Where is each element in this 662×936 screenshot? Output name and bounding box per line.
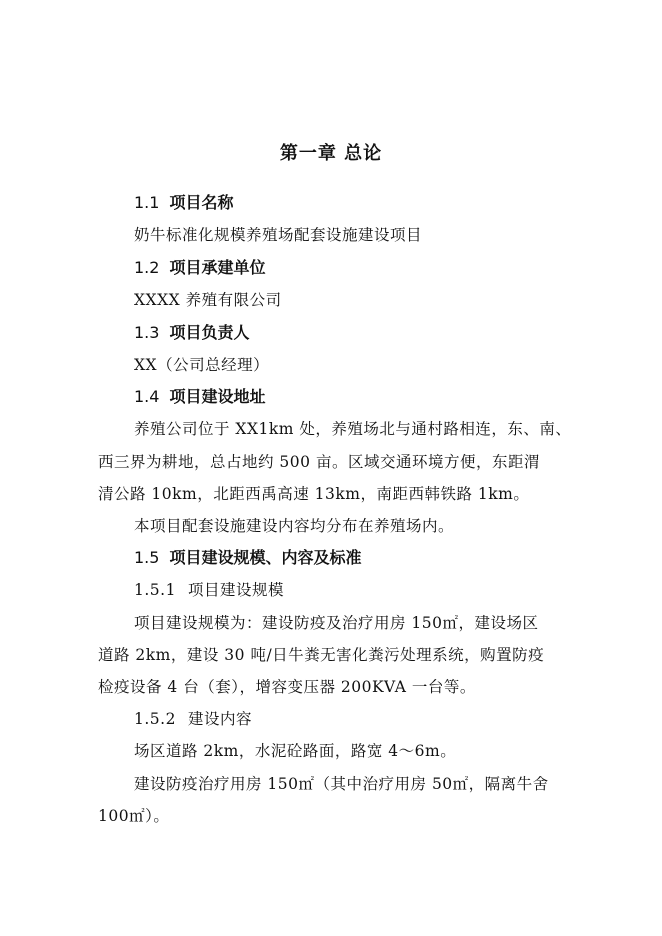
section-title: 项目建设地址 <box>169 387 266 406</box>
content-paragraph-line: 100㎡）。 <box>98 807 170 825</box>
section-1-4-heading <box>134 387 265 407</box>
address-paragraph-line: 清公路 10km，北距西禹高速 13km，南距西韩铁路 1km。 <box>98 485 530 503</box>
content-paragraph-line: 场区道路 2km，水泥砼路面，路宽 4～6m。 <box>134 742 457 760</box>
contractor-text: XXXX 养殖有限公司 <box>134 291 282 309</box>
address-paragraph-line: 养殖公司位于 XX1km 处，养殖场北与通村路相连，东、南、 <box>134 420 572 438</box>
address-paragraph-line: 西三界为耕地，总占地约 500 亩。区域交通环境方便，东距渭 <box>98 453 540 471</box>
subsection-number: 1.5.2 <box>134 710 176 728</box>
scale-paragraph-line: 项目建设规模为：建设防疫及治疗用房 150㎡，建设场区 <box>134 614 539 632</box>
subsection-1-5-1-heading <box>134 580 284 600</box>
subsection-title: 建设内容 <box>187 710 252 728</box>
project-lead-text: XX（公司总经理） <box>134 356 270 374</box>
scale-paragraph-line: 道路 2km，建设 30 吨/日牛粪无害化粪污处理系统，购置防疫 <box>98 646 545 664</box>
content-paragraph-line: 建设防疫治疗用房 150㎡（其中治疗用房 50㎡，隔离牛舍 <box>134 775 549 793</box>
section-title: 项目名称 <box>169 193 234 212</box>
section-1-2-heading <box>134 258 265 278</box>
section-1-3-heading <box>134 323 249 343</box>
section-number: 1.4 <box>134 387 160 406</box>
section-title: 项目承建单位 <box>169 258 266 277</box>
address-paragraph-line: 本项目配套设施建设内容均分布在养殖场内。 <box>134 517 455 535</box>
chapter-title: 第一章 总论 <box>279 143 383 164</box>
section-title: 项目负责人 <box>169 323 250 342</box>
section-number: 1.2 <box>134 258 160 277</box>
subsection-1-5-2-heading <box>134 709 252 729</box>
section-1-1-heading <box>134 193 233 213</box>
section-number: 1.5 <box>134 548 160 567</box>
section-title: 项目建设规模、内容及标准 <box>169 548 362 567</box>
section-number: 1.3 <box>134 323 160 342</box>
section-1-5-heading <box>134 548 361 568</box>
project-name-text: 奶牛标准化规模养殖场配套设施建设项目 <box>134 226 423 244</box>
section-number: 1.1 <box>134 193 160 212</box>
subsection-title: 项目建设规模 <box>187 581 284 599</box>
subsection-number: 1.5.1 <box>134 581 176 599</box>
scale-paragraph-line: 检疫设备 4 台（套），增容变压器 200KVA 一台等。 <box>98 678 476 696</box>
